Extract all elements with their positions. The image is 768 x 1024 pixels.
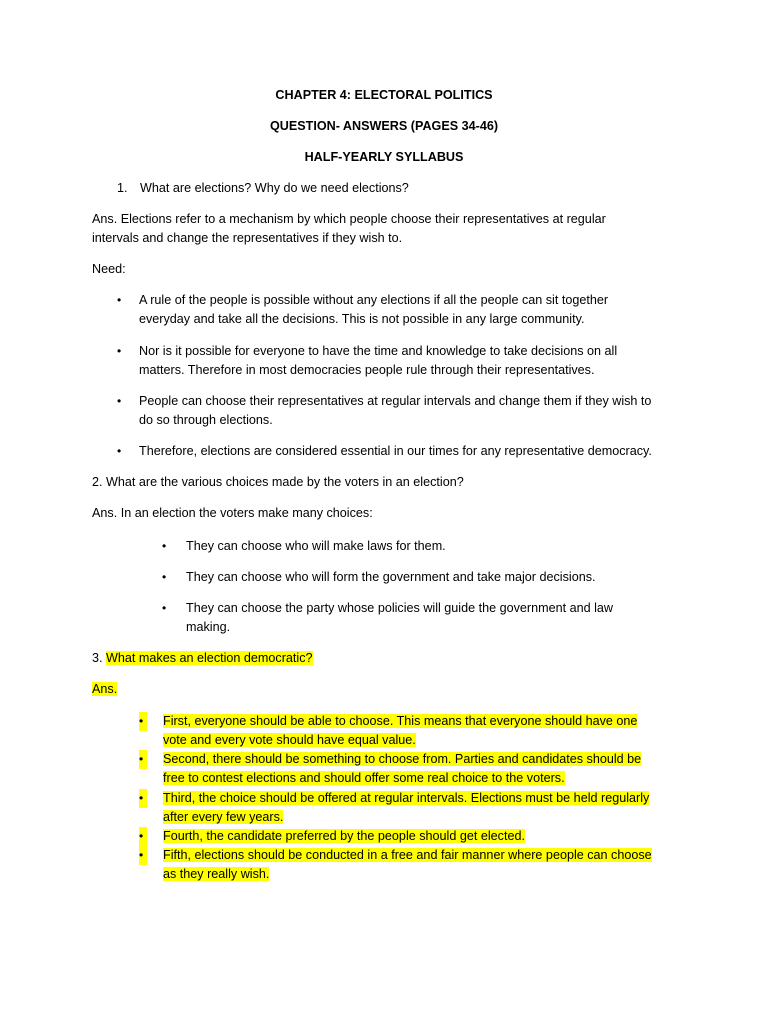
list-item-line: after every few years. [163,810,284,824]
q3-answer-label-wrap [92,680,117,699]
list-item-line: matters. Therefore in most democracies people rule through their representatives. [139,363,595,377]
bullet-icon: • [117,344,122,358]
section-subtitle: QUESTION- ANSWERS (PAGES 34-46) [269,119,499,133]
bullet-icon: • [139,846,147,865]
list-item-line: Nor is it possible for everyone to have the time and knowledge to take decisions on all [139,344,618,358]
bullet-icon: • [162,570,167,584]
list-item-line: do so through elections. [139,413,273,427]
list-item-line: They can choose who will form the government and take major decisions. [186,570,596,584]
q3-question-line [92,649,313,668]
list-item-line: making. [186,620,231,634]
bullet-icon: • [117,394,122,408]
bullet-icon: • [139,750,147,769]
list-item-line: everyday and take all the decisions. This is not possible in any large community. [139,312,585,326]
list-item-line: Third, the choice should be offered at regular intervals. Elections must be held regularly [163,791,650,805]
list-item-line: First, everyone should be able to choose. This means that everyone should have one [163,714,638,728]
list-item-line: Therefore, elections are considered essential in our times for any representative democracy. [139,444,652,458]
list-item-line: Fourth, the candidate preferred by the people should get elected. [163,829,525,843]
q2-answer: Ans. In an election the voters make many choices: [92,506,373,520]
list-item-line: Second, there should be something to choose from. Parties and candidates should be [163,752,642,766]
q1-question: What are elections? Why do we need elections? [140,181,409,195]
q1-need-label: Need: [92,262,126,276]
q1-number: 1. [117,181,128,195]
bullet-icon: • [162,539,167,553]
q1-answer-line-2: intervals and change the representatives if they wish to. [92,231,403,245]
bullet-icon: • [139,789,147,808]
bullet-icon: • [139,827,147,846]
bullet-icon: • [117,444,122,458]
list-item-line: vote and every vote should have equal value. [163,733,416,747]
list-item-line: They can choose who will make laws for them. [186,539,446,553]
list-item-line: A rule of the people is possible without any elections if all the people can sit together [139,293,609,307]
list-item-line: Fifth, elections should be conducted in a free and fair manner where people can choose [163,848,652,862]
q3-question: What makes an election democratic? [106,651,313,665]
list-item-line: free to contest elections and should offer some real choice to the voters. [163,771,565,785]
q1-answer-line-1: Ans. Elections refer to a mechanism by which people choose their representatives at regular [92,212,606,226]
syllabus-label: HALF-YEARLY SYLLABUS [304,150,464,164]
bullet-icon: • [139,712,147,731]
q2-question: 2. What are the various choices made by the voters in an election? [92,475,464,489]
list-item-line: They can choose the party whose policies will guide the government and law [186,601,614,615]
q3-answer-label: Ans. [92,682,118,696]
list-item-line: People can choose their representatives at regular intervals and change them if they wish to [139,394,652,408]
bullet-icon: • [117,293,122,307]
chapter-title: CHAPTER 4: ELECTORAL POLITICS [275,88,493,102]
list-item-line: as they really wish. [163,867,270,881]
bullet-icon: • [162,601,167,615]
q3-number: 3. [92,651,103,665]
